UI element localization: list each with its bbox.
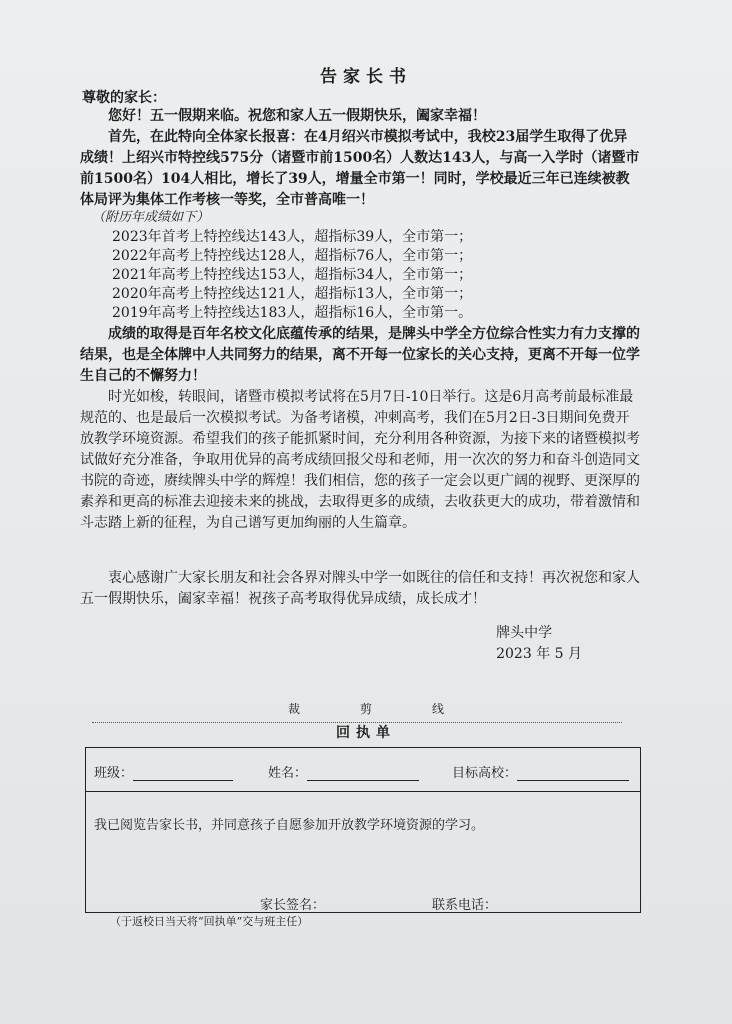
receipt-footnote: （于返校日当天将“回执单”交与班主任） [110, 915, 309, 928]
para-holiday-greeting: 您好！五一假期来临。祝您和家人五一假期快乐，阖家幸福！ [108, 108, 486, 124]
class-field[interactable] [94, 762, 233, 781]
result-item: 2020年高考上特控线达121人，超指标13人，全市第一； [112, 286, 473, 302]
para-thanks: 衷心感谢广大家长朋友和社会各界对牌头中学一如既往的信任和支持！再次祝您和家人五一假期快乐，阖家幸福！祝孩子高考取得优异成绩，成长成才！ [80, 570, 640, 607]
result-item: 2019年高考上特控线达183人，超指标16人，全市第一。 [112, 305, 473, 321]
receipt-title: 回执单 [336, 725, 396, 741]
name-blank[interactable] [307, 766, 419, 781]
para-achievement: 成绩的取得是百年名校文化底蕴传承的结果，是牌头中学全方位综合性实力有力支撑的结果，也是全体牌中人共同努力的结果，离不开每一位家长的关心支持，更离不开每一位学生自己的不懈努力！ [80, 326, 640, 384]
results-list [112, 228, 472, 323]
consent-statement: 我已阅览告家长书，并同意孩子自愿参加开放教学环境资源的学习。 [94, 818, 485, 833]
class-label: 班级： [94, 766, 134, 781]
para-mock-exam: 时光如梭，转眼间，诸暨市模拟考试将在5月7日-10日举行。这是6月高考前最标准最规范的、也是最后一次模拟考试。为备考诸模，冲刺高考，我们在5月2日-3日期间免费开放教学环境资源。希望我们的孩子能抓紧时间，充分利用各种资源，为接下来的诸暨模拟考试做好充分准备，争取用优异的高考成绩回报父母和老师，用一次次的努力和奋斗创造同文书院的奇迹，赓续牌头中学的辉煌！我们相信，您的孩子一定会以更广阔的视野、更深厚的素养和更高的标准去迎接未来的挑战，去取得更多的成绩，去收获更大的成功，带着激情和斗志踏上新的征程，为自己谱写更加绚丽的人生篇章。 [80, 389, 640, 531]
target-university-label: 目标高校： [452, 766, 518, 781]
target-university-blank[interactable] [517, 766, 629, 781]
result-item: 2023年首考上特控线达143人，超指标39人，全市第一； [112, 229, 473, 245]
target-university-field[interactable] [452, 762, 629, 781]
result-item: 2021年高考上特控线达153人，超指标34人，全市第一； [112, 267, 473, 283]
name-field[interactable] [268, 762, 419, 781]
parent-signature-label: 家长签名： [260, 898, 326, 913]
receipt-info-row [86, 748, 640, 792]
para-good-news: 首先，在此特向全体家长报喜：在4月绍兴市模拟考试中，我校23届学生取得了优异成绩！上绍兴市特控线575分（诸暨市前1500名）人数达143人，与高一入学时（诸暨市前1500名）104人相比，增长了39人，增量全市第一！同时，学校最近三年已连续被教体局评为集体工作考核一等奖，全市普高唯一！ [80, 129, 640, 208]
letter-date: 2023 年 5 月 [496, 646, 582, 662]
name-label: 姓名： [268, 766, 308, 781]
receipt-form [85, 747, 641, 913]
letter-title: 告家长书 [320, 67, 412, 87]
parent-signature-blank[interactable] [325, 898, 435, 913]
parent-signature-field[interactable] [260, 894, 435, 913]
phone-blank[interactable] [497, 898, 617, 913]
cut-line-label: 裁剪线 [287, 702, 504, 716]
result-item: 2022年高考上特控线达128人，超指标76人，全市第一； [112, 248, 473, 264]
results-note: （附历年成绩如下） [92, 210, 210, 225]
phone-field[interactable] [432, 894, 617, 913]
phone-label: 联系电话： [432, 898, 498, 913]
signature-block [496, 623, 582, 665]
school-name: 牌头中学 [496, 625, 553, 641]
greeting: 尊敬的家长： [82, 90, 166, 106]
class-blank[interactable] [133, 766, 233, 781]
